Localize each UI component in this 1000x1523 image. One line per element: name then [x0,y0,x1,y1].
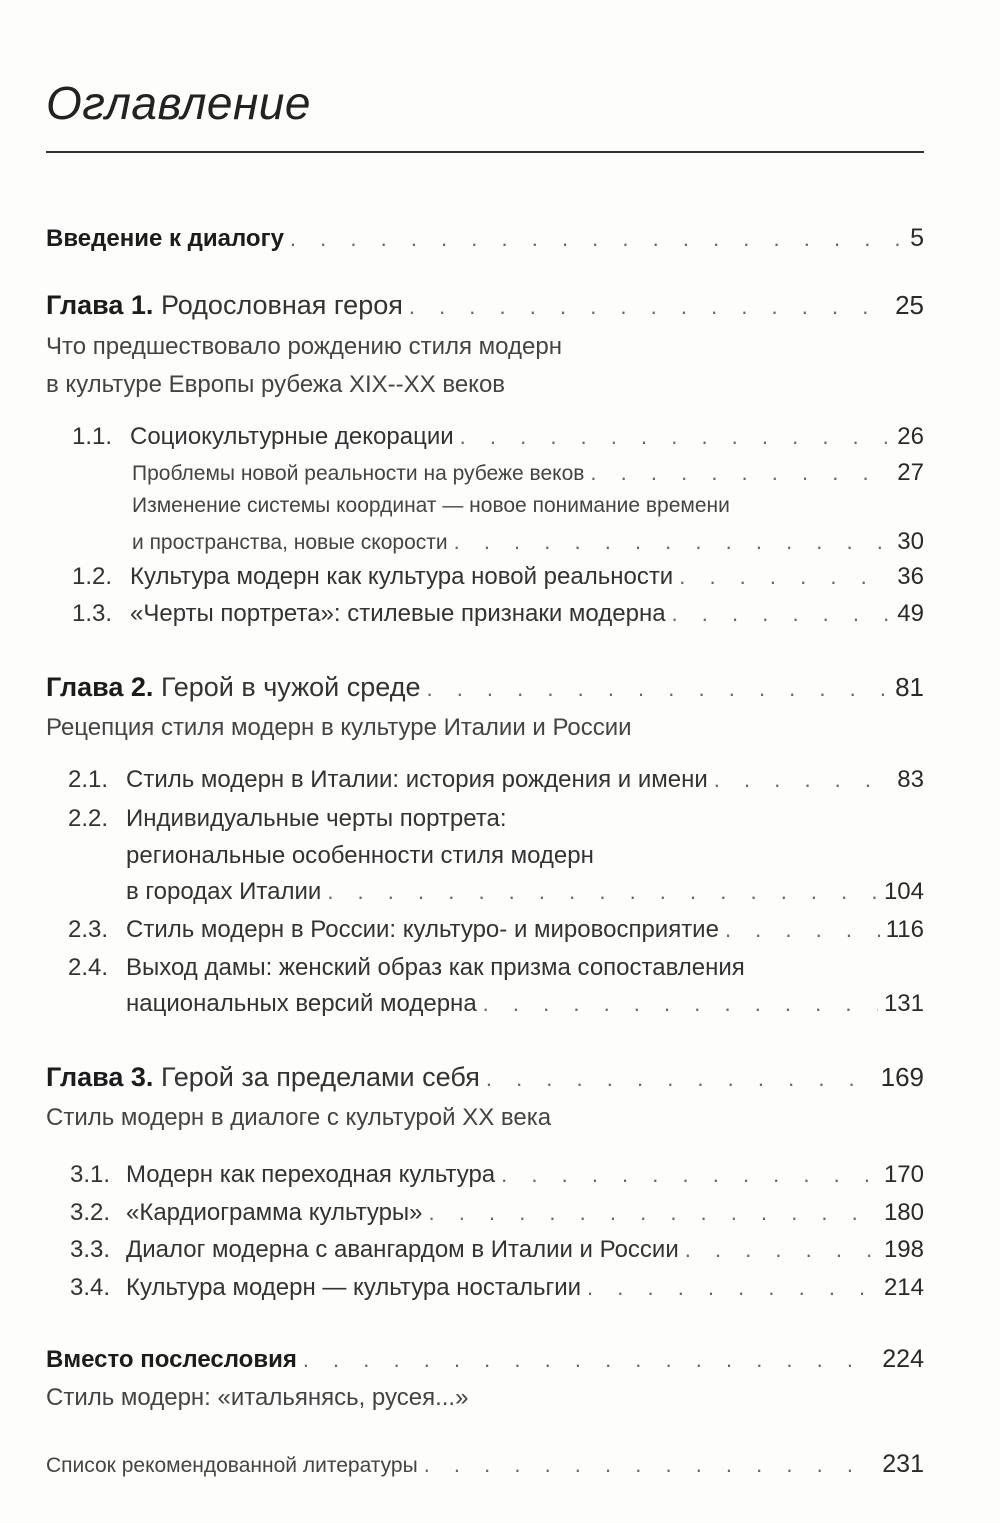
leader-dots [685,1237,878,1263]
toc-entry-1-1[interactable] [0,423,1000,451]
entry-title: Введение к диалогу [46,225,284,252]
toc-entry-2-4[interactable] [0,990,1000,1018]
page-number: 30 [897,528,924,555]
toc-entry-2-4-line1 [0,954,1000,982]
chapter-subtitle: в культуре Европы рубежа XIX--XX веков [46,371,506,398]
leader-dots [454,529,892,555]
page-number: 214 [883,1274,924,1301]
section-number: 2.3. [68,916,109,943]
section-title: Культура модерн как культура новой реальности [130,563,674,590]
section-title: Модерн как переходная культура [126,1161,496,1188]
chapter-subtitle: Что предшествовало рождению стиля модерн [46,333,562,360]
toc-entry-afterword[interactable] [0,1345,1000,1374]
page-number: 49 [897,600,924,627]
chapter-title: Герой в чужой среде [160,672,421,702]
section-title: Выход дамы: женский образ как призма сопоставления [126,954,745,981]
entry-title: Список рекомендованной литературы [46,1454,418,1477]
section-number: 1.1. [72,423,113,450]
section-title-continued: региональные особенности стиля модерн [126,842,594,869]
chapter-label: Глава 1. [46,290,154,320]
chapter-subtitle: Рецепция стиля модерн в культуре Италии и России [46,714,632,741]
title-divider [46,151,924,153]
page-number: 104 [883,878,924,905]
chapter-label: Глава 3. [46,1062,154,1092]
leader-dots [303,1347,876,1373]
page-number: 116 [885,916,924,943]
toc-entry-3-1[interactable] [0,1161,1000,1189]
subsection-title: Изменение системы координат — новое понимание времени [132,494,730,517]
page-number: 81 [895,672,924,702]
leader-dots [460,424,892,450]
section-number: 2.2. [68,805,109,832]
subsection-title: и пространства, новые скорости [132,531,448,554]
chapter-title: Родословная героя [160,290,403,320]
section-number: 3.3. [70,1236,111,1263]
toc-entry-2-2-line1 [0,805,1000,833]
section-title: Стиль модерн в России: культуро- и мировосприятие [126,916,719,943]
section-number: 1.2. [72,563,113,590]
leader-dots [725,917,880,943]
page-number: 131 [883,990,924,1017]
page-title: Оглавление [46,77,311,129]
chapter-title: Герой за пределами себя [160,1062,480,1092]
toc-entry-1-2[interactable] [0,563,1000,591]
toc-entry-2-1[interactable] [0,766,1000,794]
page-number: 5 [910,224,924,252]
toc-entry-3-3[interactable] [0,1236,1000,1264]
leader-dots [429,1200,878,1226]
leader-dots [714,767,892,793]
section-title: Диалог модерна с авангардом в Италии и России [126,1236,679,1263]
leader-dots [501,1162,878,1188]
leader-dots [409,294,889,320]
afterword-subtitle: Стиль модерн: «итальянясь, русея...» [46,1384,469,1411]
leader-dots [590,460,891,486]
toc-entry-1-1-b[interactable] [0,528,1000,556]
leader-dots [290,226,904,252]
toc-entry-3-4[interactable] [0,1274,1000,1302]
subsection-title: Проблемы новой реальности на рубеже веков [132,462,585,485]
section-number: 3.1. [70,1161,111,1188]
page-number: 231 [882,1450,924,1478]
leader-dots [426,676,889,702]
leader-dots [486,1066,875,1092]
page-number: 169 [880,1062,924,1092]
section-title: «Черты портрета»: стилевые признаки модерна [130,600,666,627]
section-title: Социокультурные декорации [130,423,454,450]
page-number: 26 [897,423,924,450]
page-number: 83 [897,766,924,793]
toc-entry-1-1-a[interactable] [0,459,1000,487]
chapter-subtitle: Стиль модерн в диалоге с культурой XX века [46,1104,552,1131]
section-number: 2.4. [68,954,109,981]
toc-entry-2-2[interactable] [0,878,1000,906]
section-title: Культура модерн — культура ностальгии [126,1274,582,1301]
toc-entry-1-3[interactable] [0,600,1000,628]
entry-title: Вместо послесловия [46,1346,297,1373]
section-title: Стиль модерн в Италии: история рождения и имени [126,766,708,793]
toc-entry-intro[interactable] [0,224,1000,253]
section-title-continued: национальных версий модерна [126,990,477,1017]
toc-entry-3-2[interactable] [0,1199,1000,1227]
toc-entry-literature[interactable] [0,1450,1000,1479]
section-title: «Кардиограмма культуры» [126,1199,423,1226]
chapter-label: Глава 2. [46,672,154,702]
page-number: 36 [897,563,924,590]
leader-dots [424,1452,877,1478]
leader-dots [679,564,891,590]
section-title-continued: в городах Италии [126,878,322,905]
page-number: 224 [882,1345,924,1373]
toc-entry-2-3[interactable] [0,916,1000,944]
page-number: 170 [883,1161,924,1188]
section-number: 2.1. [68,766,109,793]
page-number: 27 [897,459,924,486]
page-number: 25 [895,290,924,320]
leader-dots [483,991,878,1017]
section-number: 1.3. [72,600,113,627]
leader-dots [327,879,878,905]
page-number: 198 [883,1236,924,1263]
leader-dots [672,601,892,627]
page-number: 180 [883,1199,924,1226]
toc-entry-chapter-2[interactable] [0,672,1000,703]
section-number: 3.2. [70,1199,111,1226]
toc-entry-chapter-1[interactable] [0,290,1000,321]
toc-entry-chapter-3[interactable] [0,1062,1000,1093]
section-title: Индивидуальные черты портрета: [126,805,507,832]
leader-dots [587,1275,878,1301]
section-number: 3.4. [70,1274,111,1301]
